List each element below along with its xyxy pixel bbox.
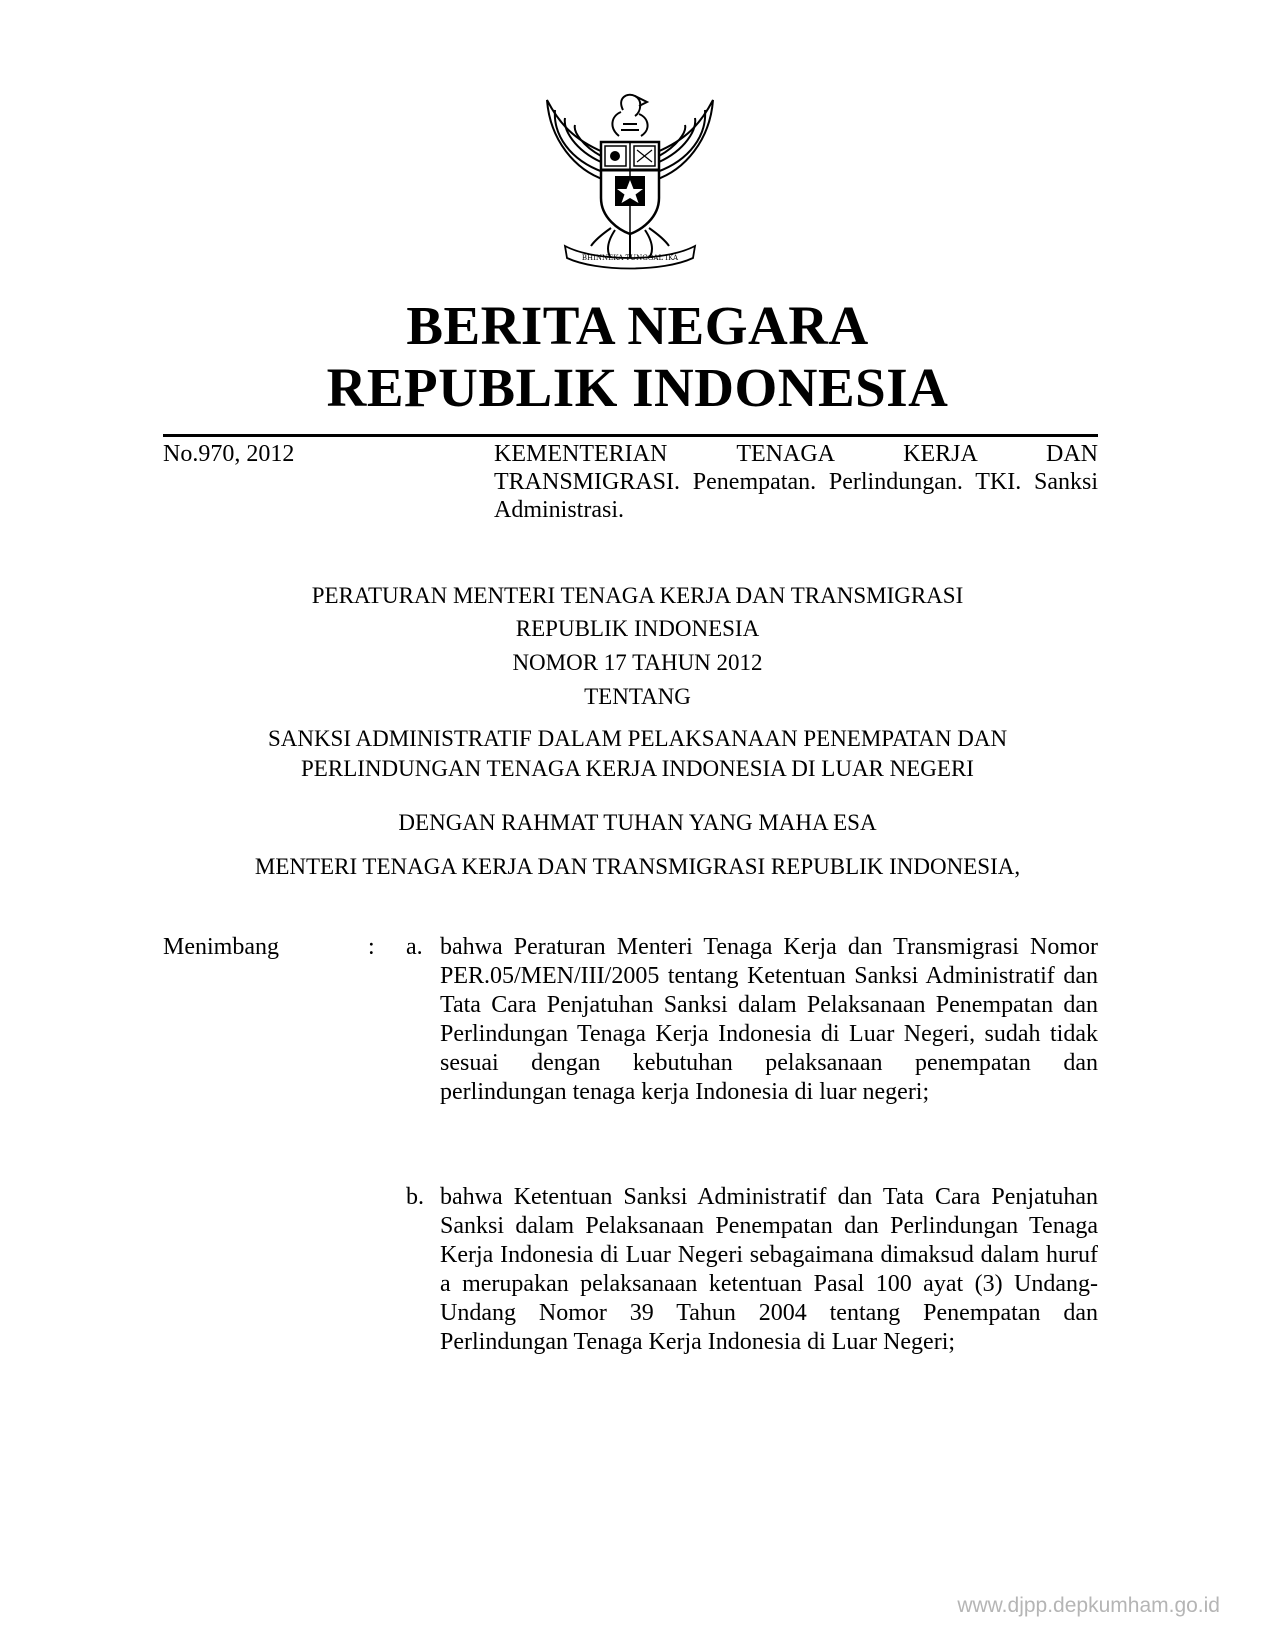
- regulation-subject: SANKSI ADMINISTRATIF DALAM PELAKSANAAN PENEMPATAN DAN PERLINDUNGAN TENAGA KERJA INDONESIA DI LUAR NEGERI: [267, 726, 1008, 781]
- considering-item-letter: a.: [406, 934, 423, 960]
- considering-item-text: bahwa Ketentuan Sanksi Administratif dan Tata Cara Penjatuhan Sanksi dalam Pelaksanaan Penempatan dan Perlindungan Tenaga Kerja Indonesia di Luar Negeri sebagaimana dimaksud dalam huruf a merupakan pelaksanaan ketentuan Pasal 100 ayat (3) Undang-Undang Nomor 39 Tahun 2004 tentang Penempatan dan Perlindungan Tenaga Kerja Indonesia di Luar Negeri;: [440, 1184, 1098, 1355]
- gazette-number: No.970, 2012: [163, 441, 295, 467]
- masthead-title: BERITA NEGARA: [406, 295, 869, 356]
- considering-item-text: bahwa Peraturan Menteri Tenaga Kerja dan Transmigrasi Nomor PER.05/MEN/III/2005 tentang Ketentuan Sanksi Administratif dan Tata Cara Penjatuhan Sanksi dalam Pelaksanaan Penempatan dan Perlindungan Tenaga Kerja Indonesia di Luar Negeri, sudah tidak sesuai dengan kebutuhan pelaksanaan penempatan dan perlindungan tenaga kerja Indonesia di luar negeri;: [440, 934, 1098, 1105]
- opening-minister: MENTERI TENAGA KERJA DAN TRANSMIGRASI REPUBLIK INDONESIA,: [254, 854, 1021, 879]
- regulation-about: TENTANG: [584, 684, 691, 709]
- considering-label: Menimbang: [163, 934, 279, 960]
- regulation-number: NOMOR 17 TAHUN 2012: [512, 650, 763, 675]
- garuda-emblem-icon: [535, 80, 725, 275]
- emblem-motto: BHINNEKA TUNGGAL IKA: [581, 254, 679, 262]
- regulation-title-country: REPUBLIK INDONESIA: [515, 616, 760, 641]
- considering-item-letter: b.: [406, 1184, 424, 1210]
- regulation-title: PERATURAN MENTERI TENAGA KERJA DAN TRANSMIGRASI: [311, 583, 964, 608]
- gazette-subject: KEMENTERIAN TENAGA KERJA DAN TRANSMIGRASI. Penempatan. Perlindungan. TKI. Sanksi Administrasi.: [494, 441, 1098, 523]
- footer-website-link[interactable]: www.djpp.depkumham.go.id: [957, 1594, 1220, 1617]
- masthead-divider: [163, 434, 1098, 437]
- opening-invocation: DENGAN RAHMAT TUHAN YANG MAHA ESA: [398, 810, 877, 835]
- masthead-subtitle: REPUBLIK INDONESIA: [326, 357, 949, 418]
- considering-colon: :: [368, 934, 375, 960]
